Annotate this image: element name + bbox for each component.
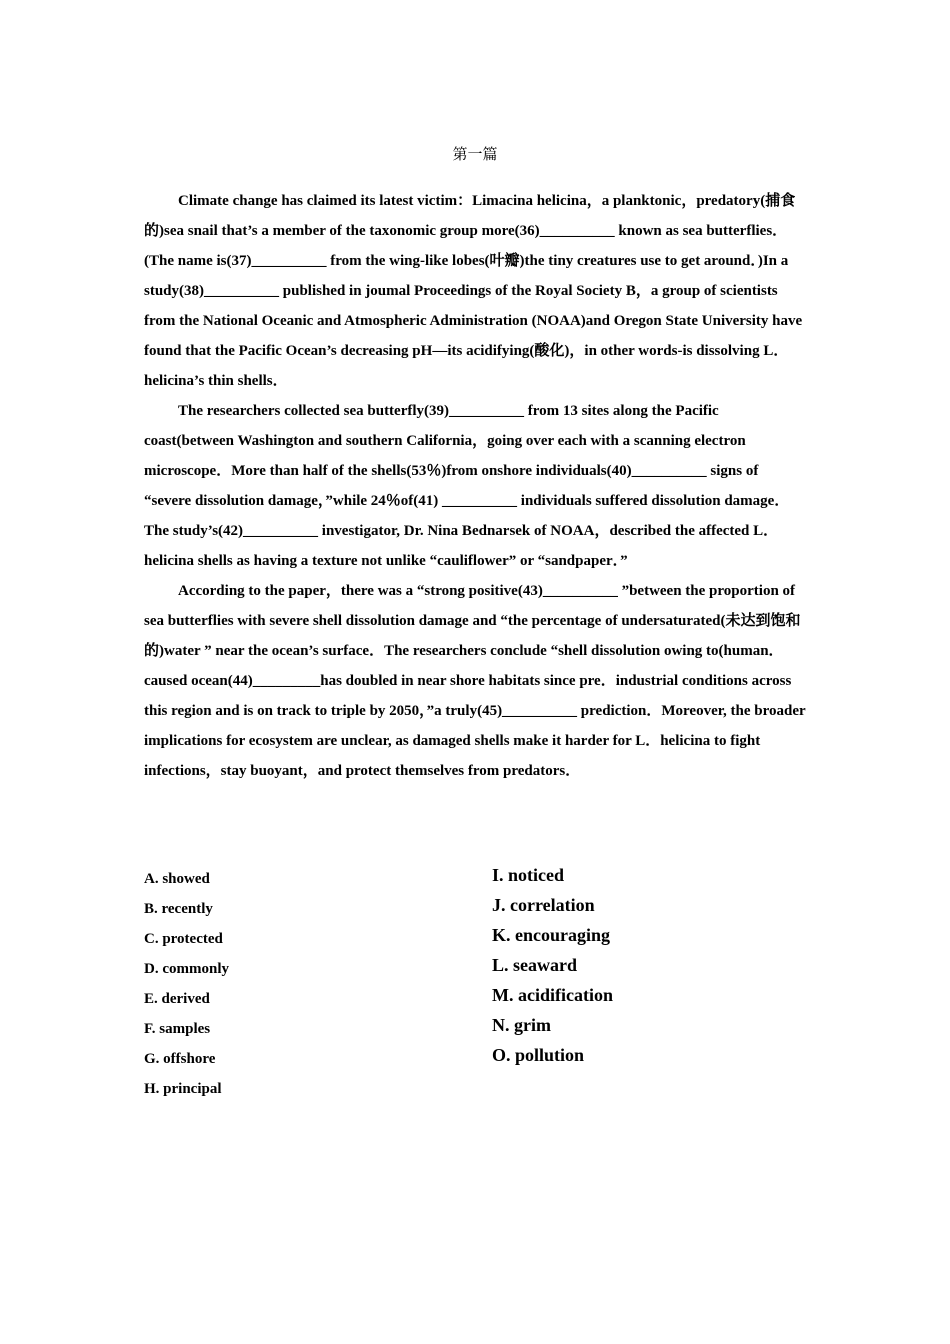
- option-c: C. protected: [144, 931, 223, 947]
- option-d: D. commonly: [144, 961, 229, 977]
- option-m: M. acidification: [492, 985, 613, 1005]
- option-f: F. samples: [144, 1021, 211, 1037]
- option-g: G. offshore: [144, 1051, 216, 1067]
- options-right-column: [492, 860, 792, 1070]
- page-title: 第一篇: [452, 147, 498, 163]
- option-h: H. principal: [144, 1081, 222, 1097]
- option-k: K. encouraging: [492, 925, 611, 945]
- options-left-column: [144, 864, 444, 1104]
- option-b: B. recently: [144, 901, 213, 917]
- passage: [144, 186, 808, 786]
- paragraph-2: The researchers collected sea butterfly(39)__________ from 13 sites along the Pacific coast(between Washington and southern California，going over each with a scanning electron microscope．More than half of the shells(53％)from onshore individuals(40)__________ signs of “severe dissolution damage，”while 24％of(41) __________ individuals suffered dissolution damage．The study’s(42)__________ investigator, Dr. Nina Bednarsek of NOAA，described the affected L．helicina shells as having a texture not unlike “cauliflower” or “sandpaper．”: [144, 403, 790, 569]
- option-j: J. correlation: [492, 895, 595, 915]
- paragraph-1: Climate change has claimed its latest victim：Limacina helicina，a planktonic，predatory(捕食的)sea snail that’s a member of the taxonomic group more(36)__________ known as sea butterflies．(The name is(37)__________ from the wing-like lobes(叶瓣)the tiny creatures use to get around．)In a study(38)__________ published in joumal Proceedings of the Royal Society B，a group of scientists from the National Oceanic and Atmospheric Administration (NOAA)and Oregon State University have found that the Pacific Ocean’s decreasing pH—its acidifying(酸化)，in other words-is dissolving L．helicina’s thin shells．: [144, 193, 803, 389]
- option-a: A. showed: [144, 871, 210, 887]
- option-l: L. seaward: [492, 955, 577, 975]
- paragraph-3: According to the paper，there was a “strong positive(43)__________ ”between the proportion of sea butterflies with severe shell dissolution damage and “the percentage of undersaturated(未达到饱和的)water ” near the ocean’s surface．The researchers conclude “shell dissolution owing to(human．caused ocean(44)_________has doubled in near shore habitats since pre．industrial conditions across this region and is on track to triple by 2050，”a truly(45)__________ prediction．Moreover, the broader implications for ecosystem are unclear, as damaged shells make it harder for L．helicina to fight infections，stay buoyant，and protect themselves from predators．: [144, 583, 806, 779]
- option-o: O. pollution: [492, 1045, 585, 1065]
- option-e: E. derived: [144, 991, 210, 1007]
- option-n: N. grim: [492, 1015, 551, 1035]
- option-i: I. noticed: [492, 865, 564, 885]
